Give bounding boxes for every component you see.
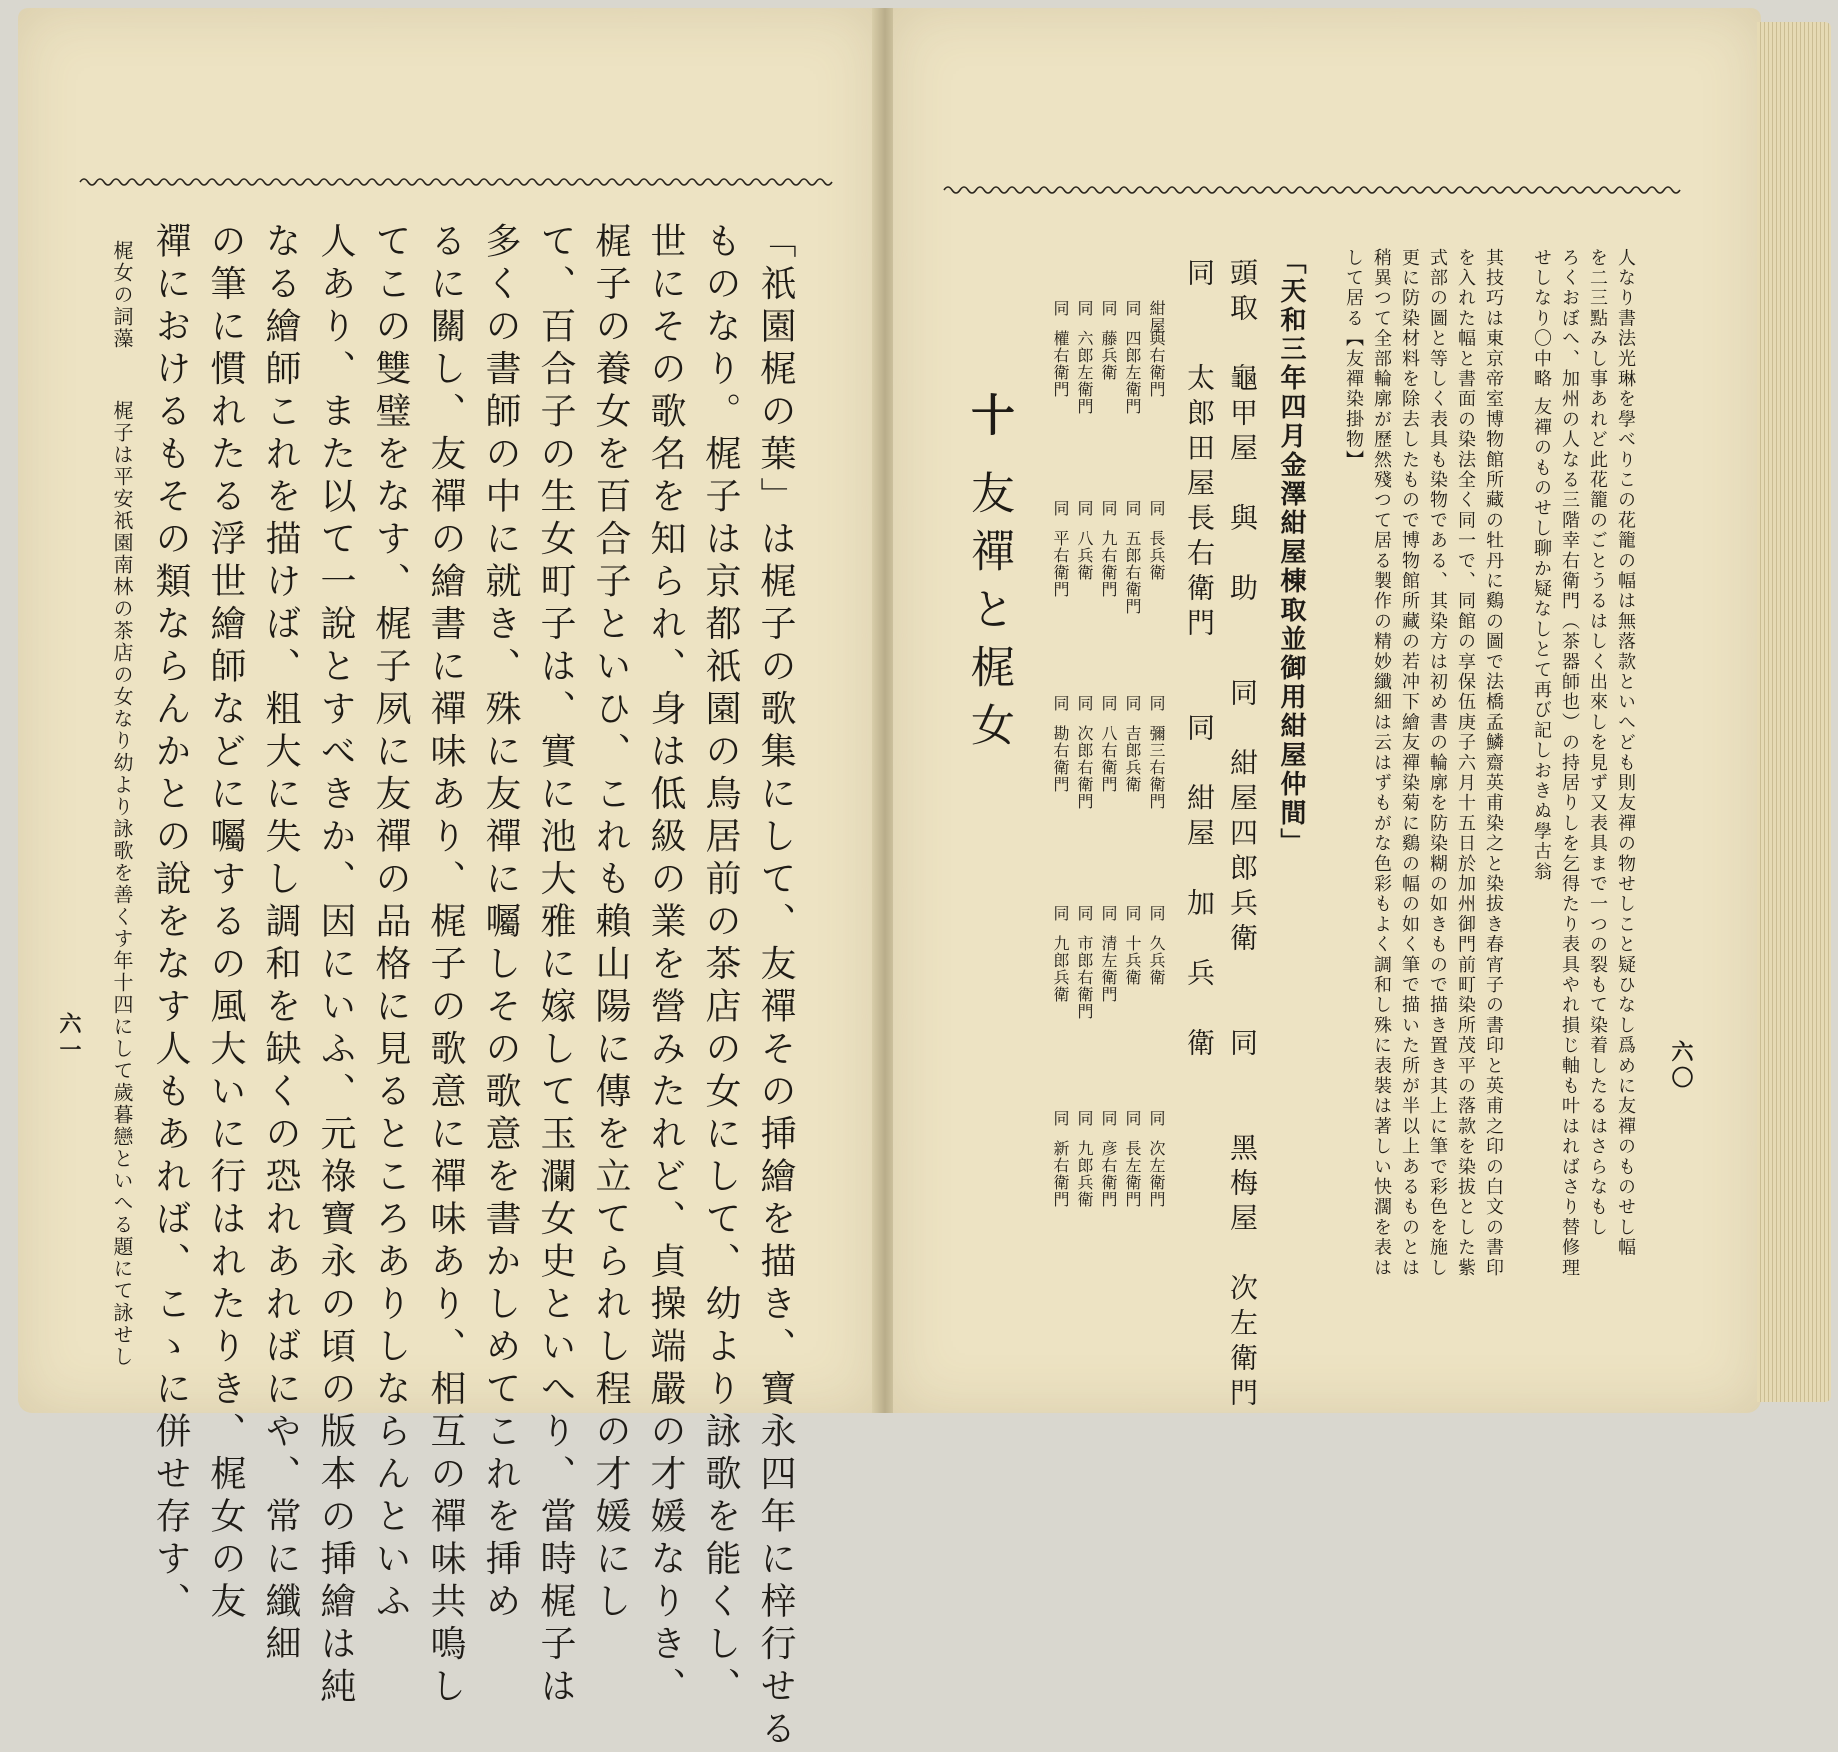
registry-name: 九郎兵衛 (1075, 1140, 1094, 1208)
registry-name: 與右衛門 (1147, 330, 1166, 398)
left-text-column-2: ものなり。梶子は京都祇園の鳥居前の茶店の女にして、幼より詠歌を能くし、 (700, 222, 741, 1710)
registry-name: 四郎左衛門 (1123, 330, 1142, 415)
registry-name: 八兵衛 (1075, 530, 1094, 581)
registry-name: 勘右衛門 (1051, 725, 1070, 793)
registry-name: 吉郎兵衛 (1123, 725, 1142, 793)
registry-name: 六郎左衛門 (1075, 330, 1094, 415)
registry-prefix: 同 (1075, 905, 1094, 922)
margin-note-text: 梶子は平安祇園南林の茶店の女なり幼より詠歌を善くす年十四にして歲暮戀といへる題にて詠せし (110, 400, 134, 1368)
left-text-column-6: 多くの書師の中に就き、殊に友禪に囑しその歌意を書かしめてこれを挿め (480, 222, 521, 1625)
left-text-column-3: 世にその歌名を知られ、身は低級の業を營みたれど、貞操端嚴の才媛なりき、 (645, 222, 686, 1710)
registry-prefix: 同 (1099, 300, 1118, 317)
chapter-title: 友禪と梶女 (963, 470, 1014, 760)
registry-name: 權右衛門 (1051, 330, 1070, 398)
registry-name: 九右衛門 (1099, 530, 1118, 598)
left-text-column-7: るに關し、友禪の繪書に禪味あり、梶子の歌意に禪味あり、相互の禪味共鳴し (425, 222, 466, 1710)
registry-name: 清左衛門 (1099, 935, 1118, 1003)
right-page-rule (944, 184, 1680, 196)
registry-prefix: 同 (1075, 695, 1094, 712)
right-text-column-4: せしなり〇中略 友禪のものせし聊か疑なしとて再び記しおきぬ學古翁 (1531, 248, 1552, 883)
registry-name: 八右衛門 (1099, 725, 1118, 793)
right-text-column-6: を入れた幅と書面の染法全く同一で、同館の享保伍庚子六月十五日於加州御門前町染所茂平の落款を染拔とした紫 (1455, 248, 1476, 1279)
registry-prefix: 同 (1075, 1110, 1094, 1127)
page-number-left: 六一 (56, 1012, 82, 1064)
registry-prefix: 紺屋 (1147, 300, 1166, 334)
registry-prefix: 同 (1099, 500, 1118, 517)
right-text-column-5: 其技巧は東京帝室博物館所藏の牡丹に鷄の圖で法橋孟鱗齋英甫染之と染拔き春宵子の書印と英甫之印の白文の書印 (1483, 248, 1504, 1279)
registry-name: 十兵衛 (1123, 935, 1142, 986)
left-text-column-12: 禪におけるもその類ならんかとの說をなす人もあれば、こゝに併せ存す、 (150, 222, 191, 1625)
registry-name: 五郎右衛門 (1123, 530, 1142, 615)
right-text-column-9: 稍異つて全部輪廓が歷然殘つて居る製作の精妙纖細は云はずもがな色彩もよく調和し殊に表裝は著しい快濶を表は (1371, 248, 1392, 1279)
left-text-column-9: 人あり、また以て一說とすべきか、因にいふ、元祿寶永の頃の版本の挿繪は純 (315, 222, 356, 1710)
registry-prefix: 同 (1123, 695, 1142, 712)
registry-prefix: 同 (1075, 500, 1094, 517)
registry-prefix: 同 (1147, 500, 1166, 517)
guild-section-header: 「天和三年四月金澤紺屋棟取並御用紺屋仲間」 (1276, 248, 1306, 857)
registry-prefix: 同 (1075, 300, 1094, 317)
registry-prefix: 同 (1123, 300, 1142, 317)
right-text-column-3: ろくおぼへ、加州の人なる三階幸右衛門（茶器師也）の持居りしを乞得たり表具やれ損じ軸も叶はればさり替修理 (1559, 248, 1580, 1279)
right-text-column-2: を二三點みし事あれど此花籠のごとうるはしく出來しを見ず又表具まで一つの裂もて染着したるはさらなもし (1587, 248, 1608, 1238)
registry-name: 九郎兵衛 (1051, 935, 1070, 1003)
right-text-column-1: 人なり書法光琳を學べりこの花籠の幅は無落款といへども則友禪の物せしこと疑ひなし爲めに友禪のものせし幅 (1615, 248, 1636, 1258)
left-text-column-8: てこの雙璧をなす、梶子夙に友禪の品格に見るところありしならんといふ (370, 222, 411, 1625)
registry-name: 平右衛門 (1051, 530, 1070, 598)
margin-note-label: 梶女の詞藻 (110, 240, 134, 350)
chapter-number: 十 (963, 392, 1014, 450)
registry-prefix: 同 (1051, 695, 1070, 712)
registry-prefix: 同 (1147, 695, 1166, 712)
registry-prefix: 同 (1051, 300, 1070, 317)
left-text-column-11: の筆に慣れたる浮世繪師などに囑するの風大いに行はれたりき、梶女の友 (205, 222, 246, 1625)
registry-name: 長左衛門 (1123, 1140, 1142, 1208)
right-text-column-8: 更に防染材料を除去したもので博物館所藏の若冲下繪友禪染菊に鷄の幅の如く筆で描いた所が半以上あるものとは (1399, 248, 1420, 1279)
left-text-column-1: 「祇園梶の葉」は梶子の歌集にして、友禪その挿繪を描き、寶永四年に梓行せる (755, 222, 796, 1752)
left-page-rule (80, 176, 826, 188)
registry-prefix: 同 (1123, 1110, 1142, 1127)
registry-prefix: 同 (1123, 905, 1142, 922)
registry-name: 次左衛門 (1147, 1140, 1166, 1208)
registry-prefix: 同 (1051, 500, 1070, 517)
registry-name: 次郎右衛門 (1075, 725, 1094, 810)
page-number-right: 六〇 (1668, 1040, 1694, 1092)
left-text-column-5: て、百合子の生女町子は、實に池大雅に嫁して玉瀾女史といへり、當時梶子は (535, 222, 576, 1710)
right-text-column-7: 式部の圖と等しく表具も染物である、其染方は初め書の輪廓を防染糊の如きもので描き置き其上に筆で彩色を施し (1427, 248, 1448, 1279)
registry-prefix: 同 (1147, 1110, 1166, 1127)
registry-name: 長兵衛 (1147, 530, 1166, 581)
left-text-column-10: なる繪師これを描けば、粗大に失し調和を缺くの恐れあればにや、常に纖細 (260, 222, 301, 1667)
registry-prefix: 同 (1099, 905, 1118, 922)
registry-prefix: 同 (1051, 905, 1070, 922)
registry-prefix: 同 (1099, 1110, 1118, 1127)
registry-name: 市郎右衛門 (1075, 935, 1094, 1020)
registry-prefix: 同 (1147, 905, 1166, 922)
registry-prefix: 同 (1123, 500, 1142, 517)
page-edges (1757, 22, 1831, 1402)
registry-name: 久兵衛 (1147, 935, 1166, 986)
registry-name: 彦右衛門 (1099, 1140, 1118, 1208)
registry-name: 新右衛門 (1051, 1140, 1070, 1208)
registry-name: 藤兵衛 (1099, 330, 1118, 381)
right-text-column-10: して居る【友禪染掛物】 (1343, 248, 1364, 471)
roster-row-1: 頭取 龜甲屋 與 助 同 紺屋四郎兵衛 同 黑梅屋 次左衛門 (1226, 258, 1259, 1413)
registry-name: 彌三右衛門 (1147, 725, 1166, 810)
registry-prefix: 同 (1099, 695, 1118, 712)
left-text-column-4: 梶子の養女を百合子といひ、これも賴山陽に傳を立てられし程の才媛にし (590, 222, 631, 1625)
roster-row-2: 同 太郎田屋長右衛門 同 紺屋 加 兵 衛 (1183, 258, 1216, 1063)
registry-prefix: 同 (1051, 1110, 1070, 1127)
